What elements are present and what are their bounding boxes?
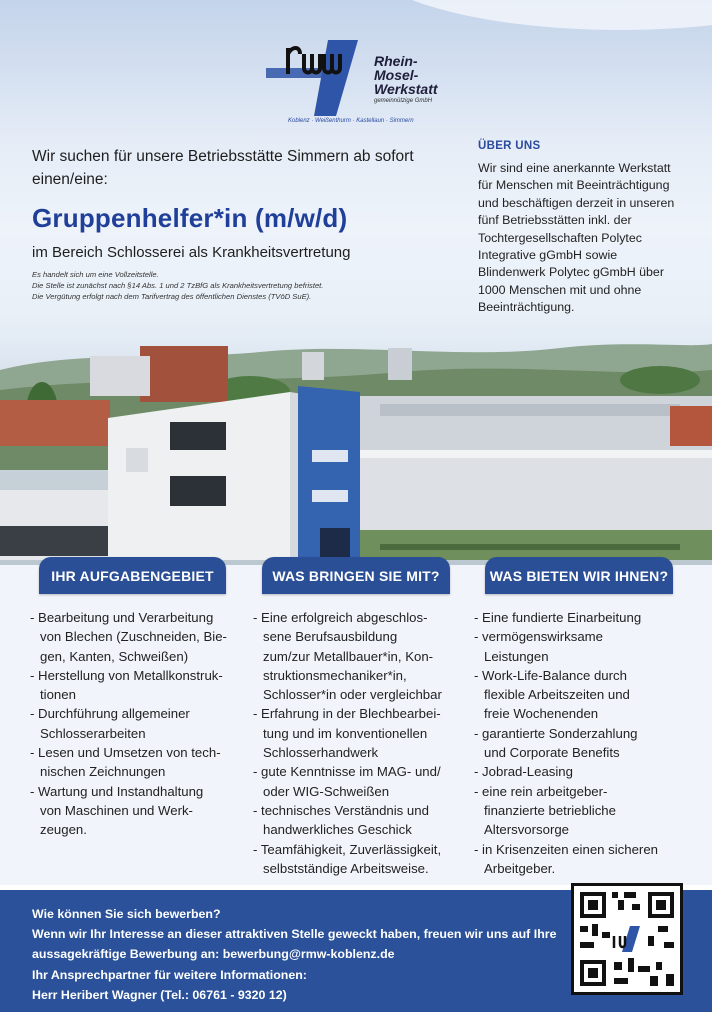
list-item: Arbeitgeber.: [484, 860, 556, 876]
list-item: - gute Kenntnisse im MAG- und/: [253, 764, 441, 780]
list-item: Schlosser*in oder vergleichbar: [263, 687, 442, 703]
job-note: Es handelt sich um eine Vollzeitstelle.: [32, 270, 159, 279]
list-item: - technisches Verständnis und: [253, 802, 429, 818]
list-item: - Teamfähigkeit, Zuverlässigkeit,: [253, 841, 442, 857]
about-heading: ÜBER UNS: [478, 140, 541, 152]
list-item: von Blechen (Zuschneiden, Bie-: [40, 629, 227, 645]
list-item: oder WIG-Schweißen: [263, 783, 390, 799]
list-item: - Lesen und Umsetzen von tech-: [30, 745, 221, 761]
company-logo: [266, 40, 456, 130]
logo-locations: Koblenz · Weißenthurm · Kastellaun · Simmern: [288, 118, 414, 124]
list-item: - Eine fundierte Einarbeitung: [474, 610, 642, 625]
list-item: zeugen.: [40, 822, 87, 838]
requirements-list: [253, 608, 475, 878]
list-item: gen, Kanten, Schweißen): [40, 648, 189, 664]
column-heading-tasks: IHR AUFGABENGEBIET: [39, 557, 226, 594]
list-item: - Erfahrung in der Blechbearbei-: [253, 706, 441, 722]
job-title: Gruppenhelfer*in (m/w/d): [32, 203, 348, 233]
list-item: Schlosserhandwerk: [263, 745, 379, 761]
contact-label: Ihr Ansprechpartner für weitere Informationen:: [32, 967, 307, 982]
application-info: [32, 904, 572, 1005]
about-text: Wir sind eine anerkannte Werkstatt für Menschen mit Beeinträchtigung und beschäftigen derzeit in unseren fünf Betriebsstätten inkl. der Tochtergesellschaften Polytec Integrative gGmbH sowie Blindenwerk Polytec gGmbH über 1000 Menschen mit und ohne Beeinträchtigung.: [478, 161, 675, 315]
list-item: und Corporate Benefits: [484, 745, 620, 761]
list-item: handwerkliches Geschick: [263, 822, 412, 838]
job-note: Die Vergütung erfolgt nach dem Tarifvertrag des öffentlichen Dienstes (TVöD SuE).: [32, 292, 312, 301]
list-item: Schlosserarbeiten: [40, 725, 146, 741]
list-item: selbstständige Arbeitsweise.: [263, 860, 429, 876]
list-item: - Herstellung von Metallkonstruk-: [30, 667, 223, 683]
list-item: - Eine erfolgreich abgeschlos-: [253, 610, 428, 625]
column-heading-requirements: WAS BRINGEN SIE MIT?: [262, 557, 450, 594]
list-item: von Maschinen und Werk-: [40, 802, 193, 818]
column-heading-benefits: WAS BIETEN WIR IHNEN?: [485, 557, 673, 594]
list-item: - Durchführung allgemeiner: [30, 706, 190, 722]
list-item: sene Berufsausbildung: [263, 629, 398, 645]
list-item: nischen Zeichnungen: [40, 764, 166, 780]
contact-person[interactable]: Herr Heribert Wagner (Tel.: 06761 - 9320 12): [32, 987, 287, 1002]
list-item: - Work-Life-Balance durch: [474, 667, 627, 683]
header-swoosh: [360, 0, 712, 30]
list-item: - in Krisenzeiten einen sicheren: [474, 841, 658, 857]
job-intro: [32, 145, 452, 302]
list-item: - Wartung und Instandhaltung: [30, 783, 204, 799]
list-item: finanzierte betriebliche: [484, 802, 616, 818]
list-item: - eine rein arbeitgeber-: [474, 783, 608, 799]
list-item: - Jobrad-Leasing: [474, 764, 573, 780]
qr-code-icon: [574, 886, 680, 992]
benefits-list: [474, 608, 700, 878]
application-text: Wenn wir Ihr Interesse an dieser attraktiven Stelle geweckt haben, freuen wir uns auf Ihre: [32, 927, 557, 942]
application-email[interactable]: aussagekräftige Bewerbung an: bewerbung@rmw-koblenz.de: [32, 947, 395, 962]
list-item: tung und im konventionellen: [263, 725, 428, 741]
job-notes: [32, 269, 452, 302]
job-subtitle: im Bereich Schlosserei als Krankheitsvertretung: [32, 244, 351, 261]
list-item: struktionsmechaniker*in,: [263, 667, 407, 683]
building-photo: [0, 330, 712, 565]
qr-code[interactable]: [571, 883, 683, 995]
rmw-logo-icon: [266, 40, 370, 116]
list-item: - garantierte Sonderzahlung: [474, 725, 638, 741]
list-item: flexible Arbeitszeiten und: [484, 687, 630, 703]
logo-subtitle: gemeinnützige GmbH: [374, 98, 433, 104]
list-item: Leistungen: [484, 648, 549, 664]
application-question: Wie können Sie sich bewerben?: [32, 907, 221, 921]
list-item: zum/zur Metallbauer*in, Kon-: [263, 648, 434, 664]
about-us-box: [478, 140, 688, 317]
job-note: Die Stelle ist zunächst nach §14 Abs. 1 und 2 TzBfG als Krankheitsvertretung befristet.: [32, 281, 324, 290]
intro-lead: Wir suchen für unsere Betriebsstätte Simmern ab sofort einen/eine:: [32, 148, 414, 188]
list-item: - Bearbeitung und Verarbeitung: [30, 610, 214, 625]
list-item: - vermögenswirksame: [474, 629, 603, 645]
tasks-list: [30, 608, 245, 840]
list-item: Altersvorsorge: [484, 822, 570, 838]
list-item: freie Wochenenden: [484, 706, 599, 722]
list-item: tionen: [40, 687, 76, 703]
logo-wordmark: Rhein- Mosel- Werkstatt: [374, 53, 438, 97]
